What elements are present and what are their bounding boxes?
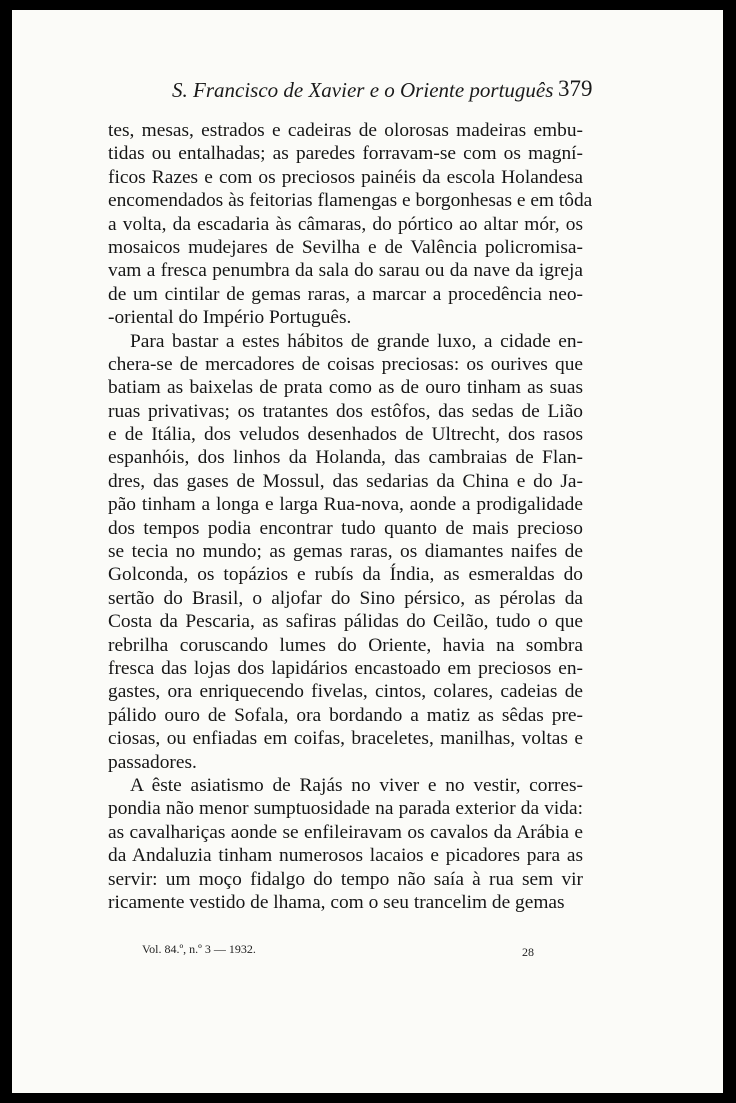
text-line: mosaicos mudejares de Sevilha e de Valência policromisa- <box>108 236 583 258</box>
paragraph <box>108 330 583 774</box>
text-line: fresca das lojas dos lapidários encastoado em preciosos en- <box>108 657 583 679</box>
text-line: pondia não menor sumptuosidade na parada exterior da vida: <box>108 798 583 820</box>
page-number: 379 <box>558 76 593 101</box>
text-line: dres, das gases de Mossul, das sedarias da China e do Ja- <box>108 470 583 492</box>
text-line: gastes, ora enriquecendo fivelas, cintos, colares, cadeias de <box>108 681 583 703</box>
text-line: da Andaluzia tinham numerosos lacaios e picadores para as <box>108 845 583 867</box>
text-line: de um cintilar de gemas raras, a marcar a procedência neo- <box>108 283 583 305</box>
signature-mark: 28 <box>522 945 534 959</box>
text-line: rebrilha coruscando lumes do Oriente, havia na sombra <box>108 634 583 656</box>
text-line: sertão do Brasil, o aljofar do Sino pérsico, as pérolas da <box>108 587 583 609</box>
text-line: Golconda, os topázios e rubís da Índia, as esmeraldas do <box>108 564 583 586</box>
text-line: passadores. <box>108 751 197 773</box>
body-text <box>108 119 593 914</box>
paragraph <box>108 119 593 330</box>
text-line: tes, mesas, estrados e cadeiras de olorosas madeiras embu- <box>108 120 583 141</box>
text-line: Para bastar a estes hábitos de grande luxo, a cidade en- <box>130 330 583 352</box>
text-line: tidas ou entalhadas; as paredes forravam-se com os magní- <box>108 143 583 165</box>
text-line: dos tempos podia encontrar tudo quanto de mais precioso <box>108 517 583 539</box>
text-line: -oriental do Império Português. <box>108 307 352 329</box>
text-line: ricamente vestido de lhama, com o seu trancelim de gemas <box>108 891 565 913</box>
text-line: ficos Razes e com os preciosos painéis da escola Holandesa <box>108 166 583 188</box>
running-title: S. Francisco de Xavier e o Oriente português <box>172 78 554 102</box>
text-line: servir: um moço fidalgo do tempo não saía à rua sem vir <box>108 868 583 890</box>
text-line: encomendados às feitorias flamengas e borgonhesas e em tôda <box>108 190 593 212</box>
text-line: ciosas, ou enfiadas em coifas, braceletes, manilhas, voltas e <box>108 728 583 750</box>
text-line: pão tinham a longa e larga Rua-nova, aonde a prodigalidade <box>108 494 583 516</box>
text-line: batiam as baixelas de prata como as de ouro tinham as suas <box>108 377 583 399</box>
text-line: ruas privativas; os tratantes dos estôfos, das sedas de Lião <box>108 400 583 422</box>
text-line: e de Itália, dos veludos desenhados de Ultrecht, dos rasos <box>108 424 583 446</box>
text-line: as cavalhariças aonde se enfileiravam os cavalos da Arábia e <box>108 821 583 843</box>
text-line: pálido ouro de Sofala, ora bordando a matiz as sêdas pre- <box>108 704 583 726</box>
volume-reference: Vol. 84.º, n.º 3 — 1932. <box>142 942 256 956</box>
paragraph <box>108 774 583 914</box>
text-line: espanhóis, dos linhos da Holanda, das cambraias de Flan- <box>108 447 583 469</box>
text-line: a volta, da escadaria às câmaras, do pórtico ao altar mór, os <box>108 213 583 235</box>
book-page <box>12 10 723 1093</box>
text-line: Costa da Pescaria, as safiras pálidas do Ceilão, tudo o que <box>108 611 583 633</box>
text-line: A êste asiatismo de Rajás no viver e no vestir, corres- <box>130 774 583 796</box>
text-line: chera-se de mercadores de coisas preciosas: os ourives que <box>108 353 583 375</box>
text-line: se tecia no mundo; as gemas raras, os diamantes naifes de <box>108 541 583 563</box>
text-line: vam a fresca penumbra da sala do sarau ou da nave da igreja <box>108 260 583 282</box>
